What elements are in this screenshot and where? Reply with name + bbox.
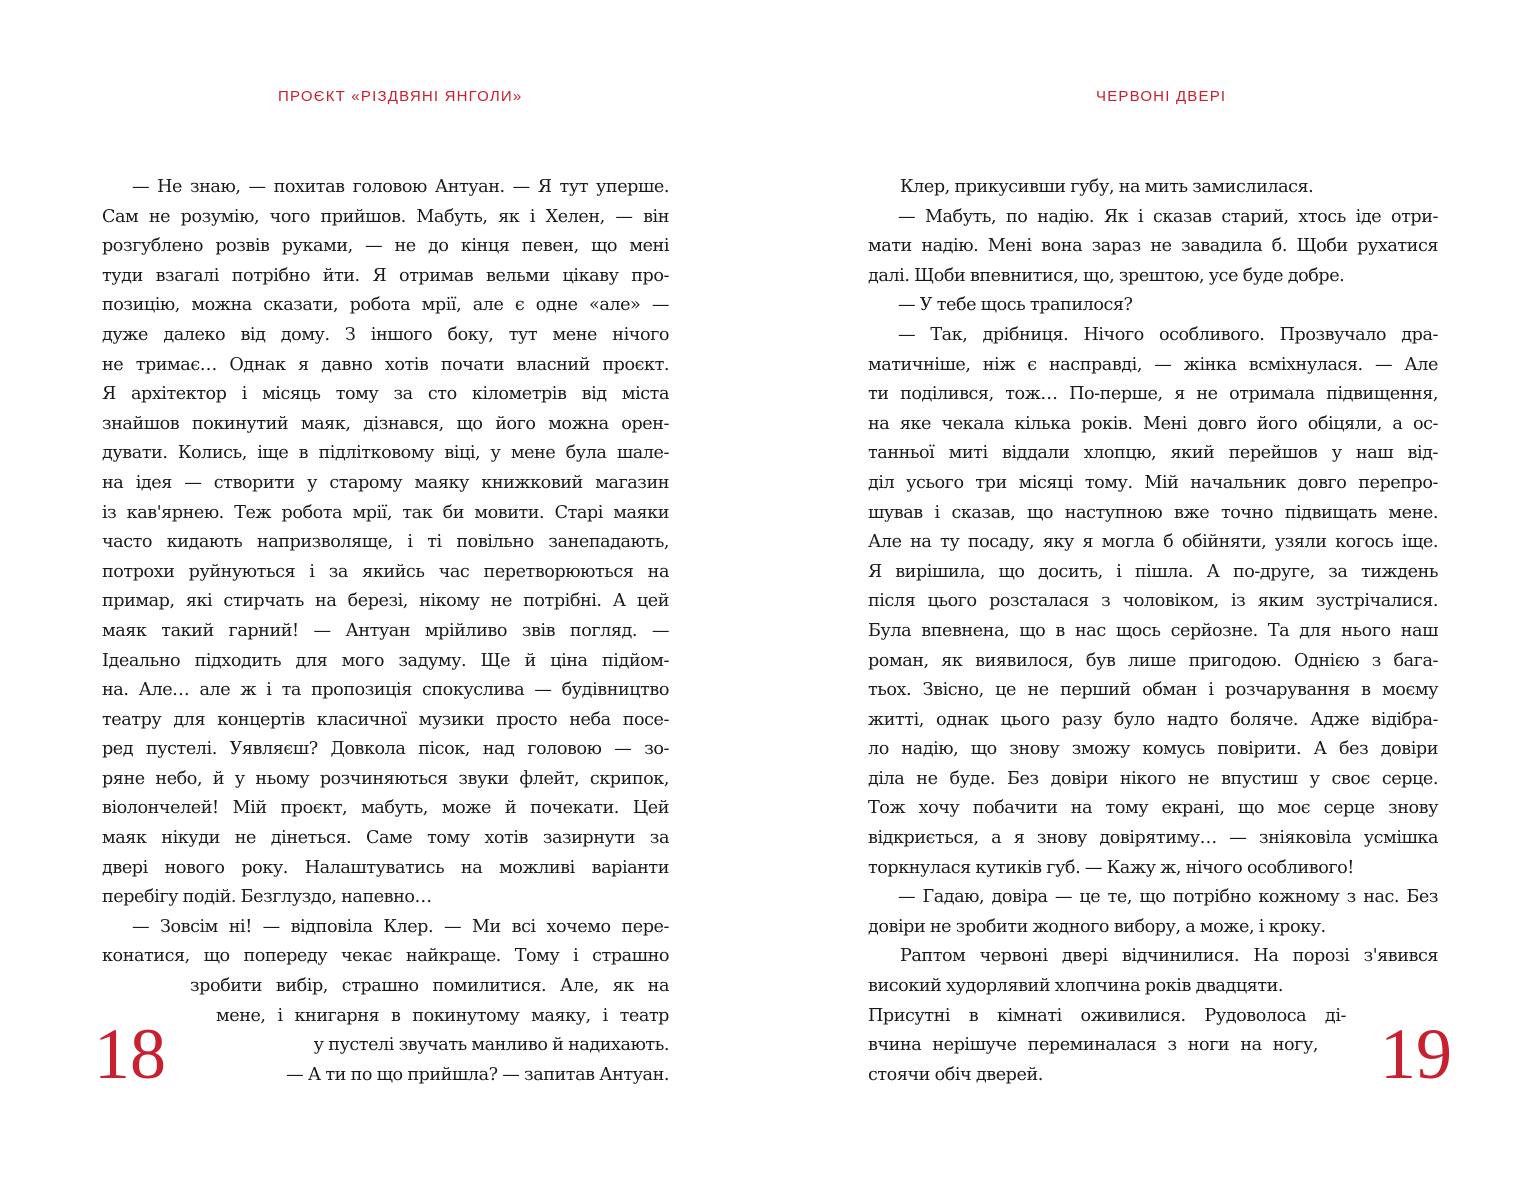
text-line: перебігу подій. Безглуздо, напевно… — [102, 887, 432, 908]
text-line: не тримає… Однак я давно хотів почати власний проєкт. — [102, 354, 669, 375]
text-line: на ідея — створити у старому маяку книжковий магазин — [102, 472, 669, 493]
text-line: двері нового року. Налаштуватись на можливі варіанти — [102, 857, 669, 878]
text-line: — Так, дрібниця. Нічого особливого. Прозвучало дра- — [898, 324, 1438, 345]
text-line: — Зовсім ні! — відповіла Клер. — Ми всі хочемо пере- — [132, 916, 669, 937]
text-line: — А ти по що прийшла? — запитав Антуан. — [286, 1064, 669, 1085]
text-line: шував і сказав, що наступною вже точно підвищать мене. — [868, 502, 1438, 523]
text-line: Тож хочу побачити на тому екрані, що моє серце знову — [868, 798, 1438, 819]
text-line: Присутні в кімнаті оживилися. Рудоволоса ді- — [868, 1005, 1346, 1026]
text-line: ло надію, що знову зможу комусь повірити. А без довіри — [868, 739, 1438, 760]
text-line: відкриється, а я знову довірятиму… — зніяковіла усмішка — [868, 828, 1438, 849]
left-body-text — [102, 173, 669, 1090]
page-number-left: 18 — [94, 1014, 166, 1094]
text-line: театру для концертів класичної музики просто неба посе- — [102, 709, 669, 730]
text-line: Була впевнена, що в нас щось серйозне. Та для нього наш — [868, 620, 1438, 641]
text-line: на яке чекала кілька років. Мені довго його обіцяли, а ос- — [868, 413, 1438, 434]
right-page — [768, 0, 1536, 1182]
text-line: Клер, прикусивши губу, на мить замислилася. — [900, 177, 1314, 197]
text-line: Раптом червоні двері відчинилися. На порозі з'явився — [900, 946, 1438, 967]
text-line: — Не знаю, — похитав головою Антуан. — Я тут уперше. — [132, 177, 669, 197]
text-line: тьох. Звісно, це не перший обман і розчарування в моєму — [868, 680, 1438, 701]
text-line: Але на ту посаду, яку я могла б обійняти, узяли когось іще. — [868, 532, 1438, 553]
text-line: після цього розсталася з чоловіком, із яким зустрічалися. — [868, 591, 1438, 612]
text-line: високий худорлявий хлопчина років двадцяти. — [868, 976, 1284, 997]
text-line: далі. Щоби впевнитися, що, зрештою, усе буде добре. — [868, 265, 1345, 286]
text-line: танньої миті віддали хлопцю, який перейшов у наш від- — [868, 443, 1438, 464]
running-head-right: ЧЕРВОНІ ДВЕРІ — [1096, 88, 1227, 105]
text-line: вчина нерішуче переминалася з ноги на ногу, — [868, 1035, 1318, 1056]
running-head-left: ПРОЄКТ «РІЗДВЯНІ ЯНГОЛИ» — [278, 88, 523, 105]
text-line: — Гадаю, довіра — це те, що потрібно кожному з нас. Без — [898, 887, 1438, 908]
text-line: стоячи обіч дверей. — [868, 1064, 1043, 1085]
text-line: туди взагалі потрібно йти. Я отримав вельми цікаву про- — [102, 265, 669, 286]
text-line: мати надію. Мені вона зараз не завадила б. Щоби рухатися — [868, 236, 1438, 257]
text-line: потрохи руйнуються і за якийсь час перетворюються на — [102, 561, 669, 582]
text-line: ти поділився, тож… По-перше, я не отримала підвищення, — [868, 384, 1438, 405]
text-line: конатися, що попереду чекає найкраще. Тому і страшно — [102, 946, 669, 967]
text-line: дувати. Колись, іще в підлітковому віці, у мене була шале- — [102, 443, 669, 464]
text-line: діл усього три місяці тому. Мій начальник довго перепро- — [868, 472, 1438, 493]
text-line: ред пустелі. Уявляєш? Довкола пісок, над головою — зо- — [102, 739, 669, 760]
text-line: примар, які стирчать на березі, нікому не потрібні. А цей — [102, 591, 669, 612]
text-line: діла не буде. Без довіри нікого не впустиш у своє серце. — [868, 768, 1438, 789]
text-line: зробити вибір, страшно помилитися. Але, як на — [190, 976, 669, 997]
text-line: часто кидають напризволяще, і ті повільно занепадають, — [102, 532, 669, 553]
text-line: матичніше, ніж є насправді, — жінка всміхнулася. — Але — [868, 354, 1438, 375]
text-line: дуже далеко від дому. З іншого боку, тут мене нічого — [102, 324, 669, 345]
text-line: роман, як виявилося, був лише пригодою. Однією з бага- — [868, 650, 1438, 671]
text-line: довіри не зробити жодного вибору, а може, і кроку. — [868, 916, 1326, 937]
text-line: маяк такий гарний! — Антуан мрійливо звів погляд. — — [102, 620, 669, 641]
text-line: торкнулася кутиків губ. — Кажу ж, нічого особливого! — [868, 857, 1354, 878]
page-number-right: 19 — [1380, 1014, 1452, 1094]
text-line: на. Але… але ж і та пропозиція спокуслива — будівництво — [102, 680, 669, 701]
text-line: — Мабуть, по надію. Як і сказав старий, хтось іде отри- — [898, 206, 1438, 227]
text-line: маяк нікуди не дінеться. Саме тому хотів зазирнути за — [102, 828, 669, 849]
text-line: віолончелей! Мій проєкт, мабуть, може й почекати. Цей — [102, 798, 669, 819]
text-line: ряне небо, й у ньому розчиняються звуки флейт, скрипок, — [102, 768, 669, 789]
text-line: Сам не розумію, чого прийшов. Мабуть, як і Хелен, — він — [102, 206, 669, 227]
text-line: — У тебе щось трапилося? — [898, 295, 1133, 316]
text-line: позицію, можна сказати, робота мрії, але є одне «але» — — [102, 295, 669, 316]
text-line: із кав'ярнею. Теж робота мрії, так би мовити. Старі маяки — [102, 502, 669, 523]
text-line: Я архітектор і місяць тому за сто кілометрів від міста — [102, 384, 669, 405]
text-line: знайшов покинутий маяк, дізнався, що його можна орен- — [102, 413, 669, 434]
text-line: розгублено розвів руками, — не до кінця певен, що мені — [102, 236, 669, 257]
text-line: Я вирішила, що досить, і пішла. А по-друге, за тиждень — [868, 561, 1438, 582]
text-line: житті, однак цього разу було надто боляче. Адже відібра- — [868, 709, 1438, 730]
text-line: мене, і книгарня в покинутому маяку, і театр — [216, 1005, 669, 1026]
text-line: Ідеально підходить для мого задуму. Ще й ціна підйом- — [102, 650, 669, 671]
right-body-text — [868, 173, 1438, 1090]
text-line: у пустелі звучать манливо й надихають. — [313, 1035, 669, 1056]
